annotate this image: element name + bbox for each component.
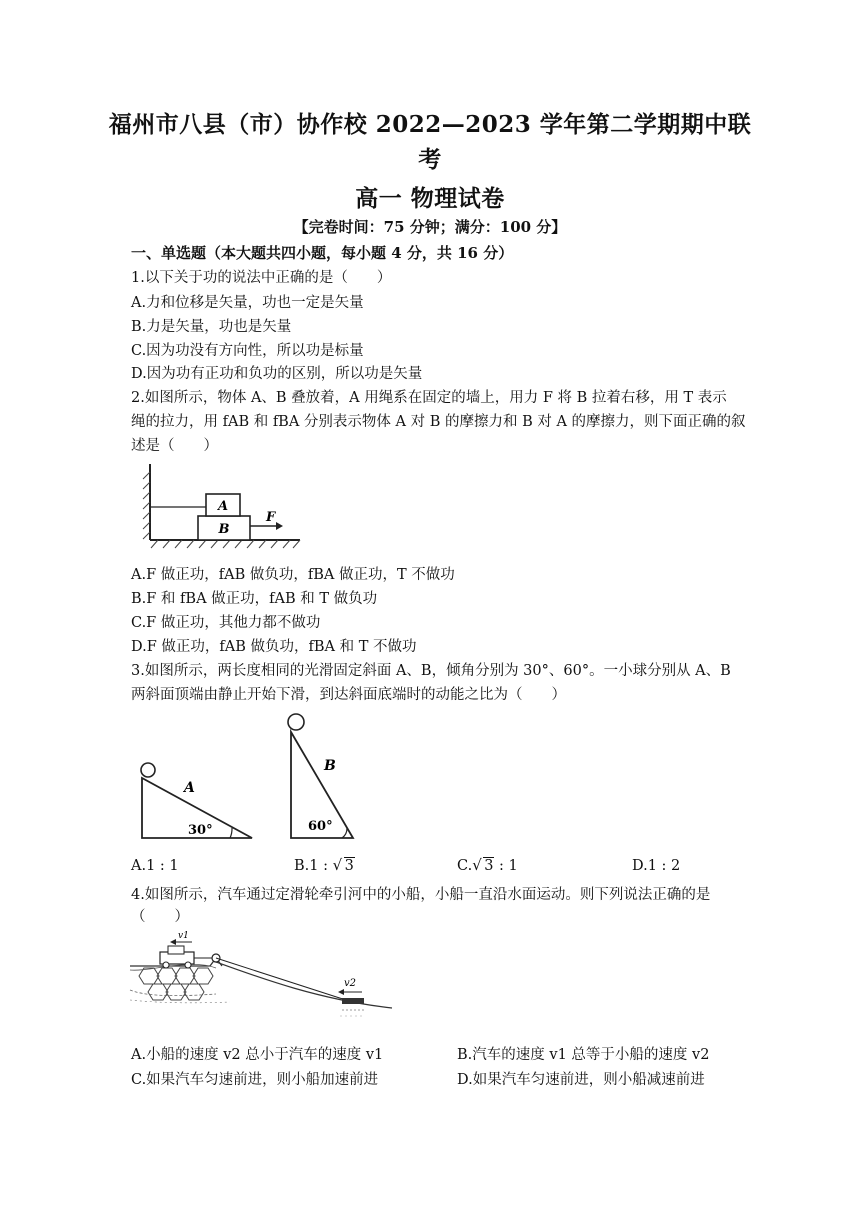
q3-option-b-sqrt: √ 3 (332, 856, 354, 874)
q4-fig-v1: v1 (178, 931, 189, 941)
q3-option-b-root: 3 (344, 858, 354, 874)
q2-fig-label-f: F (266, 510, 276, 525)
q3-option-a: A.1 : 1 (131, 858, 179, 874)
q1-stem: 1.以下关于功的说法中正确的是（ ） (131, 270, 392, 286)
q4-pulley-diagram (130, 928, 392, 1032)
q3-option-c-root: 3 (484, 858, 494, 874)
q2-option-d: D.F 做正功，fAB 做负功，fBA 和 T 不做功 (131, 639, 417, 655)
q2-fig-label-a: A (217, 499, 229, 514)
q4-option-b: B.汽车的速度 v1 总等于小船的速度 v2 (457, 1047, 710, 1063)
q3-option-c (457, 858, 518, 874)
exam-info: 【完卷时间：75 分钟；满分：100 分】 (293, 218, 567, 236)
q3-incline-b-diagram (282, 710, 362, 842)
q2-option-a: A.F 做正功，fAB 做负功，fBA 做正功，T 不做功 (131, 567, 455, 583)
q4-stem-line1: 4.如图所示，汽车通过定滑轮牵引河中的小船，小船一直沿水面运动。则下列说法正确的是 (131, 887, 711, 903)
q3-stem-line2: 两斜面顶端由静止开始下滑，到达斜面底端时的动能之比为（ ） (131, 687, 566, 703)
exam-title-line2: 考 (418, 146, 442, 173)
q1-option-d: D.因为功有正功和负功的区别，所以功是矢量 (131, 366, 423, 382)
q3-option-c-prefix: C. (457, 858, 473, 874)
q2-stem-line1: 2.如图所示，物体 A、B 叠放着，A 用绳系在固定的墙上，用力 F 将 B 拉着右移，用 T 表示 (131, 390, 727, 406)
q3-option-d: D.1 : 2 (632, 858, 681, 874)
exam-subtitle: 高一 物理试卷 (355, 185, 505, 212)
q4-fig-v2: v2 (344, 978, 357, 989)
q2-block-diagram (140, 462, 305, 558)
q1-option-c: C.因为功没有方向性，所以功是标量 (131, 343, 364, 359)
exam-title-line1: 福州市八县（市）协作校 2022—2023 学年第二学期期中联 (108, 111, 752, 138)
q3-option-c-sqrt: √ 3 (472, 856, 494, 874)
q3-fig-a-angle: 30° (188, 823, 213, 838)
q2-stem-line2: 绳的拉力，用 fAB 和 fBA 分别表示物体 A 对 B 的摩擦力和 B 对 A 的摩擦力，则下面正确的叙 (131, 414, 746, 430)
q3-fig-b-angle: 60° (308, 819, 333, 834)
q3-option-b-prefix: B.1 : (294, 858, 333, 874)
q2-stem-line3: 述是（ ） (131, 438, 218, 454)
q2-fig-label-b: B (218, 522, 230, 537)
q3-stem-line1: 3.如图所示，两长度相同的光滑固定斜面 A、B，倾角分别为 30°、60°。一小球分别从 A、B (131, 663, 731, 679)
q3-option-b (294, 858, 355, 874)
q3-fig-b-label: B (324, 758, 336, 774)
q2-option-b: B.F 和 fBA 做正功，fAB 和 T 做负功 (131, 591, 378, 607)
q1-option-b: B.力是矢量，功也是矢量 (131, 319, 292, 335)
q4-option-c: C.如果汽车匀速前进，则小船加速前进 (131, 1072, 379, 1088)
q4-option-a: A.小船的速度 v2 总小于汽车的速度 v1 (131, 1047, 384, 1063)
q1-option-a: A.力和位移是矢量，功也一定是矢量 (131, 295, 364, 311)
q3-incline-a-diagram (136, 758, 262, 844)
q3-option-c-suffix: : 1 (494, 858, 518, 874)
q4-stem-line2: （ ） (131, 909, 189, 925)
q2-option-c: C.F 做正功，其他力都不做功 (131, 615, 321, 631)
section-heading: 一、单选题（本大题共四小题，每小题 4 分，共 16 分） (131, 244, 514, 262)
q4-option-d: D.如果汽车匀速前进，则小船减速前进 (457, 1072, 705, 1088)
q3-fig-a-label: A (184, 780, 195, 796)
